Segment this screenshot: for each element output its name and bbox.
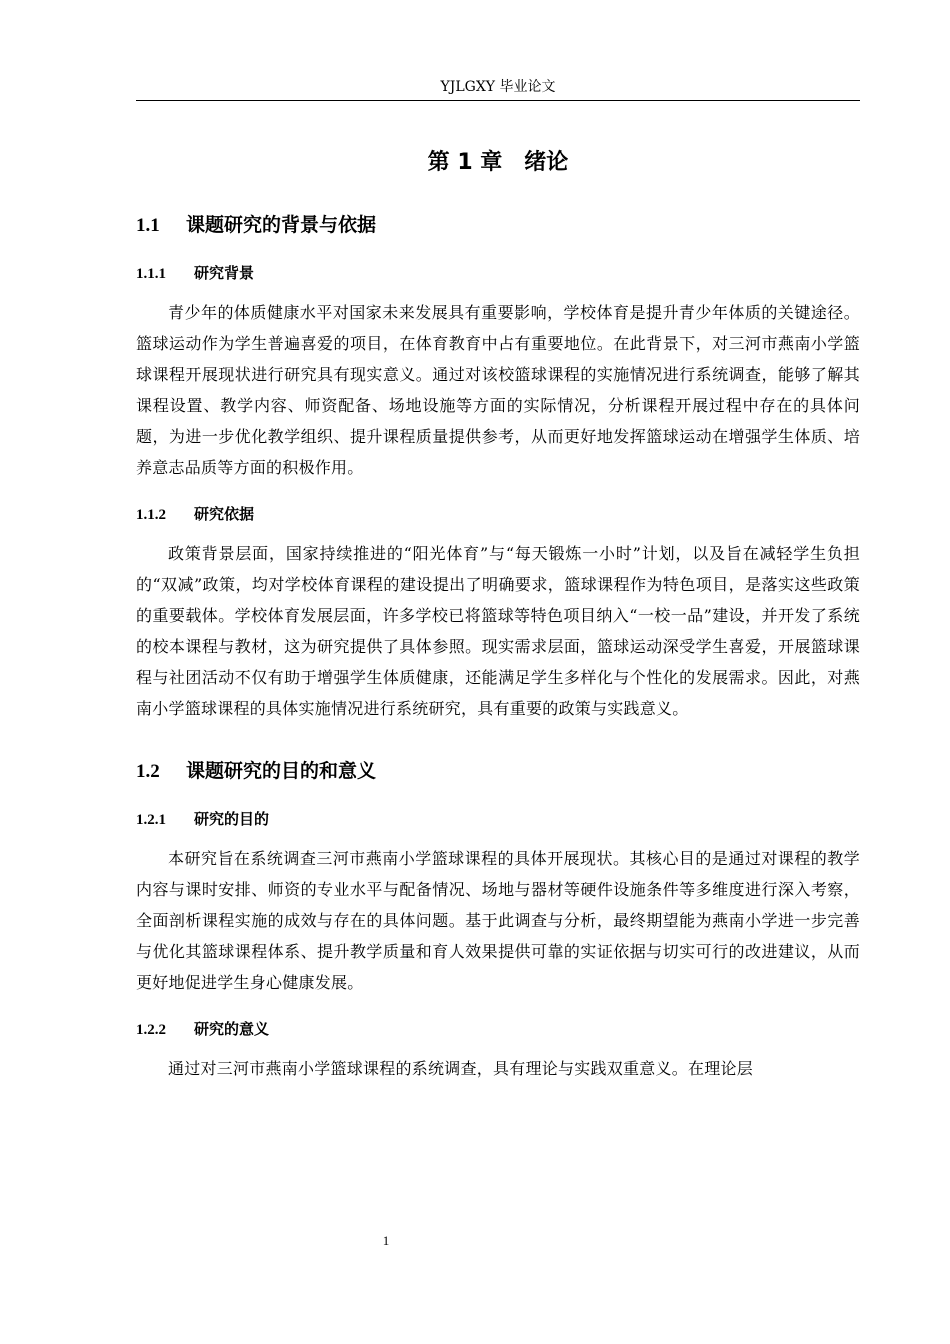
- body-paragraph: 政策背景层面，国家持续推进的“阳光体育”与“每天锻炼一小时”计划，以及旨在减轻学生负担的“双减”政策，均对学校体育课程的建设提出了明确要求，篮球课程作为特色项目，是落实这些政策的重要载体。学校体育发展层面，许多学校已将篮球等特色项目纳入“一校一品”建设，并开发了系统的校本课程与教材，这为研究提供了具体参照。现实需求层面，篮球运动深受学生喜爱，开展篮球课程与社团活动不仅有助于增强学生体质健康，还能满足学生多样化与个性化的发展需求。因此，对燕南小学篮球课程的具体实施情况进行系统研究，具有重要的政策与实践意义。: [136, 544, 860, 718]
- subsection-title: 研究的意义: [194, 1020, 270, 1038]
- subsection-number: 1.2.1: [136, 812, 166, 828]
- body-paragraph: 通过对三河市燕南小学篮球课程的系统调查，具有理论与实践双重意义。在理论层: [168, 1059, 754, 1078]
- body-paragraph: 青少年的体质健康水平对国家未来发展具有重要影响，学校体育是提升青少年体质的关键途径。篮球运动作为学生普遍喜爱的项目，在体育教育中占有重要地位。在此背景下，对三河市燕南小学篮球课程开展现状进行研究具有现实意义。通过对该校篮球课程的实施情况进行系统调查，能够了解其课程设置、教学内容、师资配备、场地设施等方面的实际情况，分析课程开展过程中存在的具体问题，为进一步优化教学组织、提升课程质量提供参考，从而更好地发挥篮球运动在增强学生体质、培养意志品质等方面的积极作用。: [136, 303, 860, 477]
- subsection-heading: [136, 1018, 860, 1041]
- subsection-heading: [136, 503, 860, 526]
- section-title: 课题研究的背景与依据: [186, 214, 377, 236]
- subsection-heading: [136, 262, 860, 285]
- page-content: [136, 100, 860, 1084]
- subsection-title: 研究的目的: [194, 810, 270, 828]
- section-heading: [136, 212, 860, 239]
- section-heading: [136, 758, 860, 785]
- running-header: YJLGXY 毕业论文: [440, 79, 556, 95]
- subsection-number: 1.1.1: [136, 266, 166, 282]
- chapter-title: 第 1 章 绪论: [427, 150, 569, 175]
- subsection-title: 研究依据: [194, 505, 255, 523]
- subsection-title: 研究背景: [194, 264, 255, 282]
- page-number: 1: [382, 1233, 390, 1248]
- section-number: 1.1: [136, 215, 160, 236]
- subsection-heading: [136, 808, 860, 831]
- subsection-number: 1.1.2: [136, 507, 166, 523]
- subsection-number: 1.2.2: [136, 1022, 166, 1038]
- body-paragraph: 本研究旨在系统调查三河市燕南小学篮球课程的具体开展现状。其核心目的是通过对课程的教学内容与课时安排、师资的专业水平与配备情况、场地与器材等硬件设施条件等多维度进行深入考察，全面剖析课程实施的成效与存在的具体问题。基于此调查与分析，最终期望能为燕南小学进一步完善与优化其篮球课程体系、提升教学质量和育人效果提供可靠的实证依据与切实可行的改进建议，从而更好地促进学生身心健康发展。: [136, 849, 860, 992]
- section-number: 1.2: [136, 761, 160, 782]
- section-title: 课题研究的目的和意义: [186, 760, 377, 782]
